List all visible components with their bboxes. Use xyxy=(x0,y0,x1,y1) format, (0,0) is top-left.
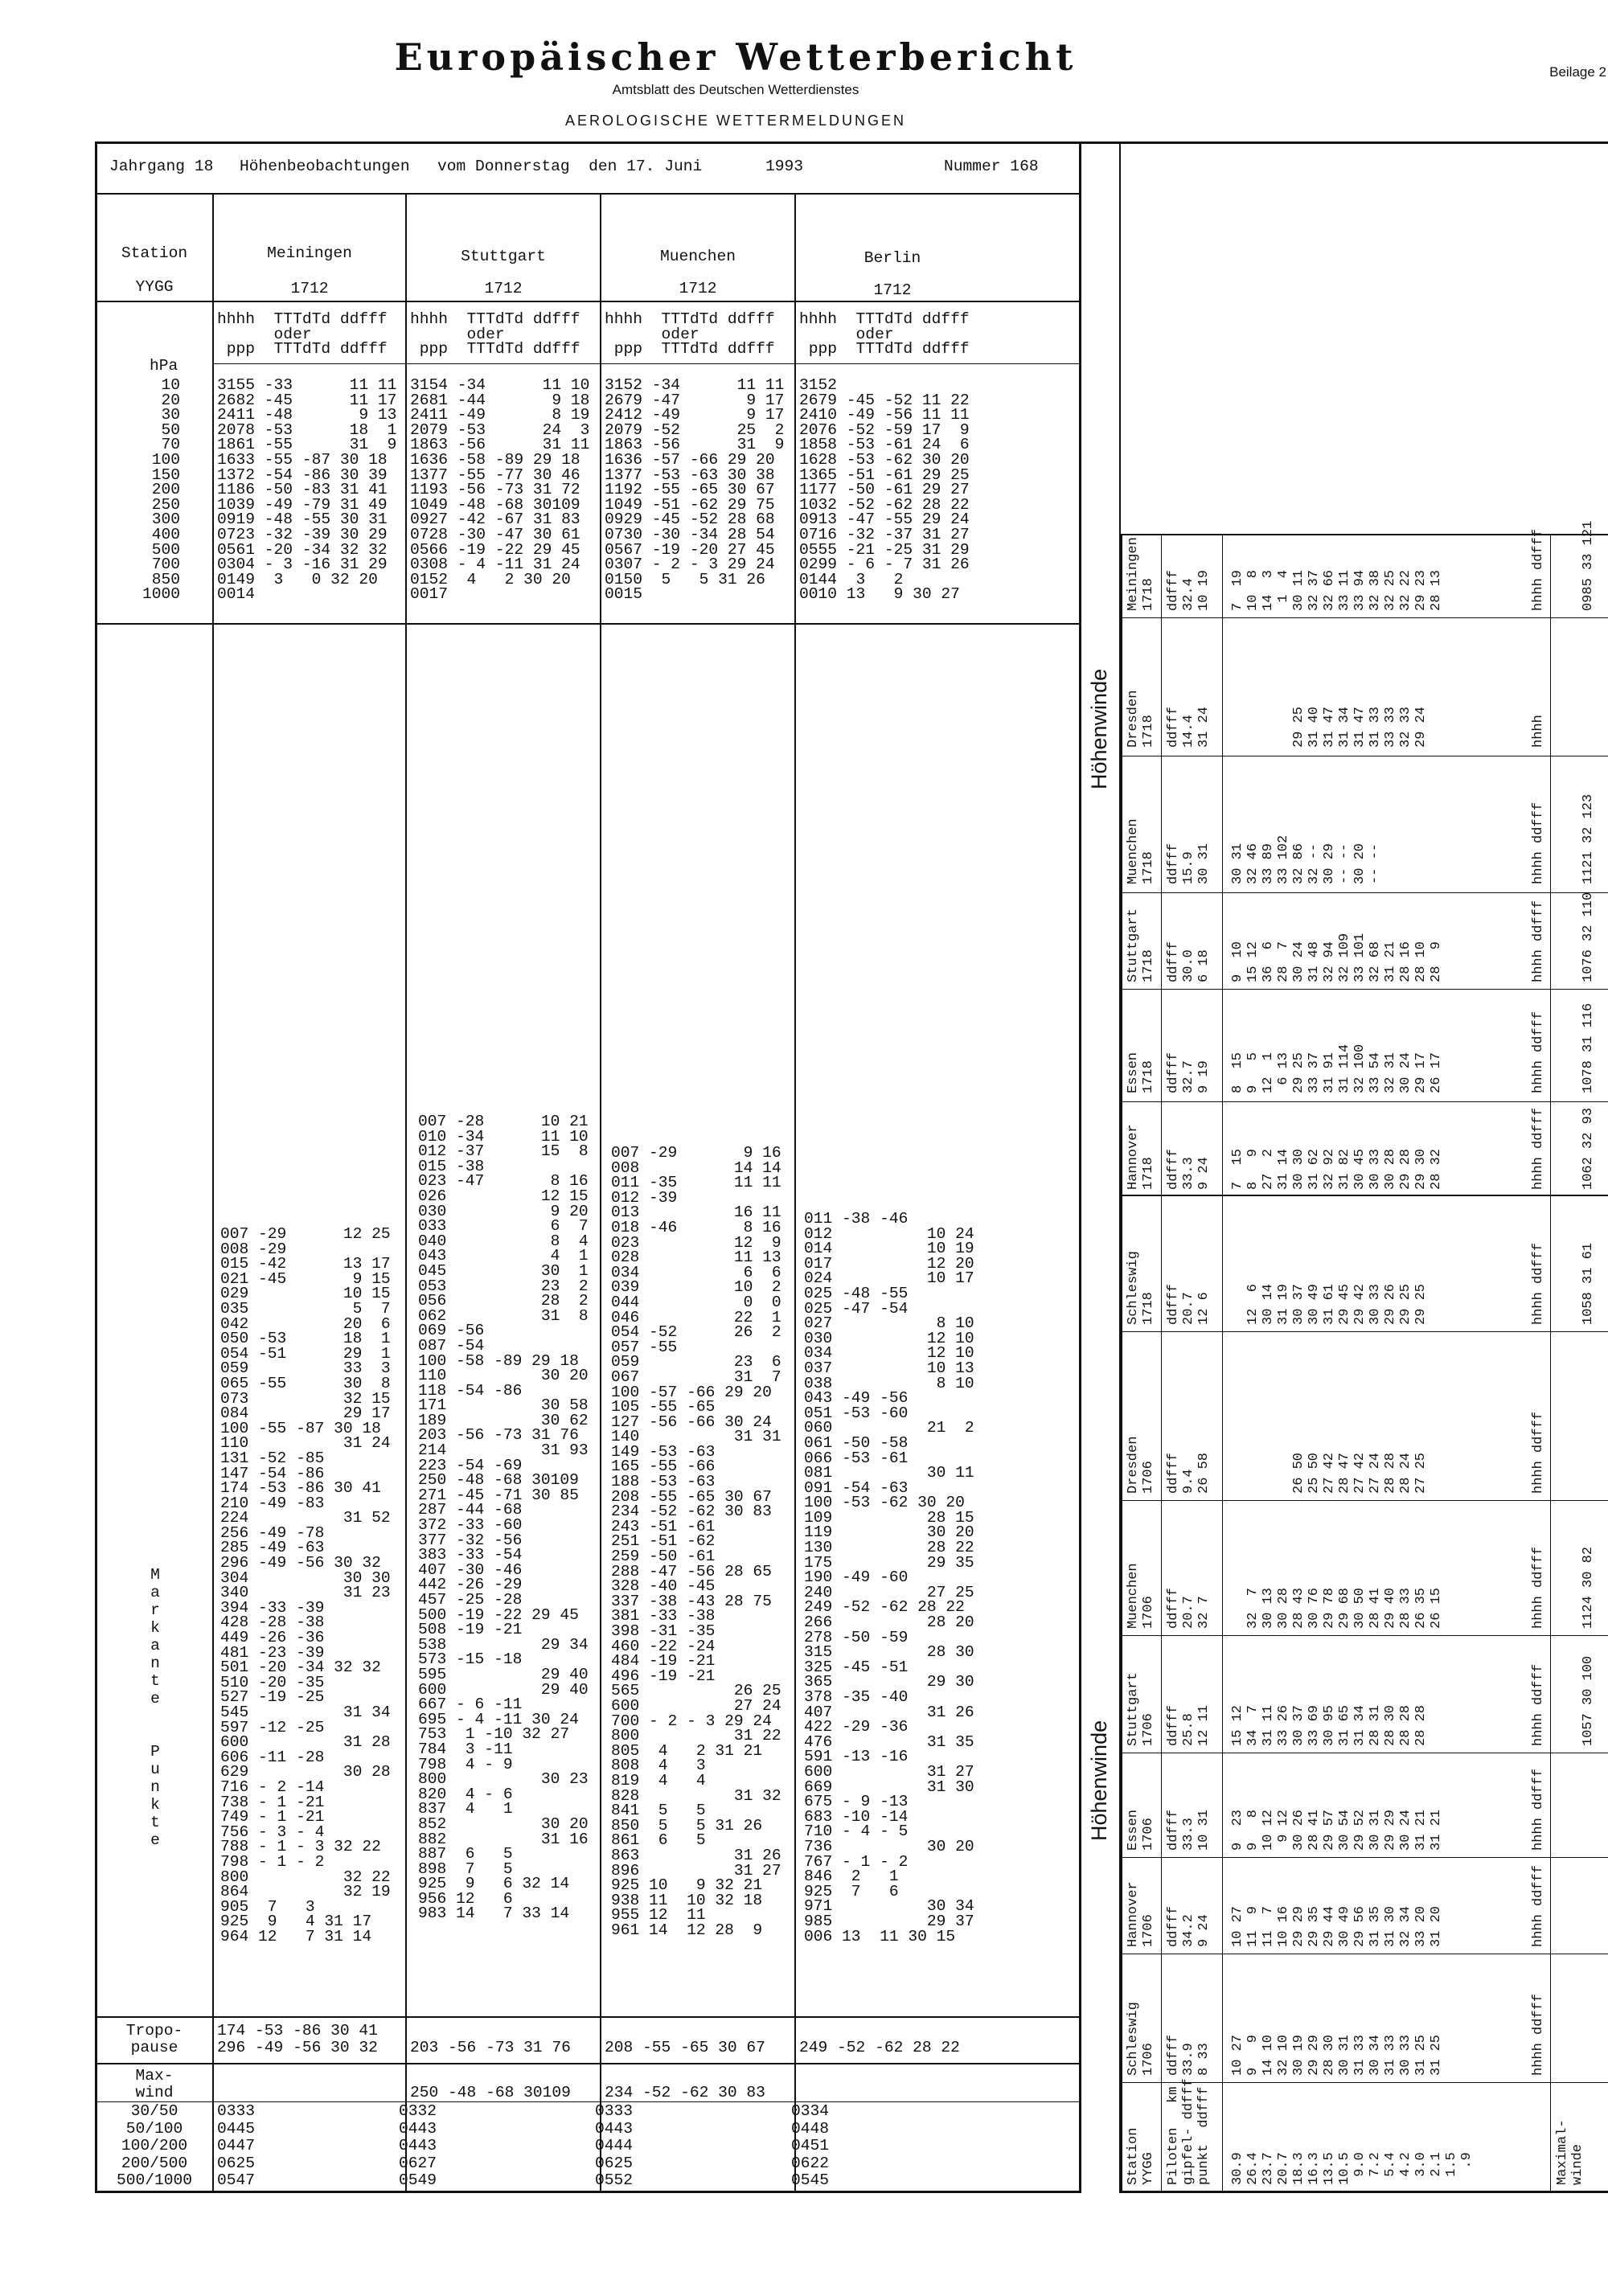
wind-station-yygg-label: Station YYGG xyxy=(1126,2127,1156,2185)
station-time-muenchen: 1712 xyxy=(679,280,717,297)
colhead-berlin: hhhh TTTdTd ddfff oder ppp TTTdTd ddfff xyxy=(799,310,970,359)
levels-stuttgart: 3154 -34 11 10 2681 -44 9 18 2411 -49 8 19 2079 -53 24 3 1863 -56 31 11 1636 -58 -89 29 18 1377 -55 -77 30 46 1193 -56 -73 31 72 1049 -48 -68 30109 0927 -42 -67 31 83 0728 -30 -47 30 61 0566 -19 -22 29 45 0308 - 4 -11 31 24 0152 4 2 30 20 0017 xyxy=(410,376,590,604)
wind-1718-schleswig-name: Schleswig 1718 xyxy=(1126,1251,1156,1325)
wind-1706-stuttgart-foot: hhhh ddfff xyxy=(1531,1663,1546,1746)
frame-left xyxy=(95,141,97,2193)
wind-1706-hannover-values: 10 27 11 9 11 7 10 16 29 29 29 35 29 44 30 49 29 56 31 35 31 30 32 34 33 20 31 20 xyxy=(1230,1905,1444,1947)
wind-1706-muenchen-head: ddfff 20.7 32 7 xyxy=(1166,1587,1212,1629)
wind-1706-hannover-head: ddfff 34.2 9 24 xyxy=(1166,1905,1212,1947)
wind-1706-muenchen-foot: hhhh ddfff xyxy=(1531,1546,1546,1629)
wind-1718-schleswig-foot: hhhh ddfff xyxy=(1531,1242,1546,1325)
wind-1706-stuttgart-max: 1057 30 100 xyxy=(1581,1655,1596,1746)
hpa-unit-label: hPa xyxy=(150,357,178,375)
wind-1718-stuttgart-head: ddfff 30.0 6 18 xyxy=(1166,941,1212,982)
wind-1718-dresden-values: 29 25 31 40 31 47 31 34 31 47 31 33 33 33 32 33 29 24 xyxy=(1291,706,1429,748)
wind-1718-stuttgart-max: 1076 32 110 xyxy=(1581,892,1596,982)
wind-1706-schleswig-foot: hhhh ddfff xyxy=(1531,1993,1546,2076)
wind-row-sep xyxy=(1121,1331,1608,1332)
wind-1718-muenchen-values: 30 31 32 46 33 89 33 102 32 86 32 -- 30 29 -- -- 30 20 -- -- xyxy=(1230,834,1383,884)
points-stuttgart: 007 -28 10 21 010 -34 11 10 012 -37 15 8 015 -38 023 -47 8 16 026 12 15 030 9 20 033 6 7 040 8 4 043 4 1 045 30 1 053 23 2 056 28 2 062 31 8 069 -56 087 -54 100 -58 -89 29 18 110 30 20 118 -54 -86 171 30 58 189 30 62 203 -56 -73 31 76 214 31 93 223 -54 -69 250 -48 -68 30109 271 -45 -71 30 85 287 -44 -68 372 -33 -60 377 -32 -56 383 -33 -54 407 -30 -46 442 -26 -29 457 -25 -28 500 -19 -22 29 45 508 -19 -21 538 29 34 573 -15 -18 595 29 40 600 29 40 667 - 6 -11 695 - 4 -11 30 24 753 1 -10 32 27 784 3 -11 798 4 - 9 800 30 23 820 4 - 6 837 4 1 852 30 20 882 31 16 887 6 5 898 7 5 925 9 6 32 14 956 12 6 983 14 7 33 14 xyxy=(418,1113,589,1923)
supplement-label: Beilage 2 xyxy=(1549,64,1606,80)
wind-1718-muenchen-foot: hhhh ddfff xyxy=(1531,802,1546,884)
wind-1718-hannover-name: Hannover 1718 xyxy=(1126,1124,1156,1190)
wind-1706-muenchen-max: 1124 30 82 xyxy=(1581,1546,1596,1629)
tropo-meiningen: 174 -53 -86 30 41 296 -49 -56 30 32 xyxy=(217,2022,378,2056)
wind-1718-dresden-name: Dresden 1718 xyxy=(1126,690,1156,748)
levels-muenchen: 3152 -34 11 11 2679 -47 9 17 2412 -49 9 17 2079 -52 25 2 1863 -56 31 9 1636 -57 -66 29 20 1377 -53 -63 30 38 1192 -55 -65 30 67 1049 -51 -62 29 75 0929 -45 -52 28 68 0730 -30 -34 28 54 0567 -19 -20 27 45 0307 - 2 - 3 29 24 0150 5 5 31 26 0015 xyxy=(605,376,785,604)
frame-top xyxy=(95,141,1608,144)
maxwind-stuttgart: 250 -48 -68 30109 xyxy=(410,2084,571,2101)
wind-1706-essen-head: ddfff 33.3 10 31 xyxy=(1166,1809,1212,1851)
frame-right-main xyxy=(1079,141,1081,2193)
wind-row-sep xyxy=(1121,892,1608,893)
points-meiningen: 007 -29 12 25 008 -29 015 -42 13 17 021 -45 9 15 029 10 15 035 5 7 042 20 6 050 -53 18 1 054 -51 29 1 059 33 3 065 -55 30 8 073 32 15 084 29 17 100 -55 -87 30 18 110 31 24 131 -52 -85 147 -54 -86 174 -53 -86 30 41 210 -49 -83 224 31 52 256 -49 -78 285 -49 -63 296 -49 -56 30 32 304 30 30 340 31 23 394 -33 -39 428 -28 -38 449 -26 -36 481 -23 -39 501 -20 -34 32 32 510 -20 -35 527 -19 -25 545 31 34 597 -12 -25 600 31 28 606 -11 -28 629 30 28 716 - 2 -14 738 - 1 -21 749 - 1 -21 756 - 3 - 4 788 - 1 - 3 32 22 798 - 1 - 2 800 32 22 864 32 19 905 7 3 925 9 4 31 17 964 12 7 31 14 xyxy=(220,1225,391,1945)
wind-1706-dresden-head: ddfff 9.4 26 58 xyxy=(1166,1452,1212,1494)
page-title: Europäischer Wetterbericht xyxy=(394,35,1077,79)
wind-1718-muenchen-name: Muenchen 1718 xyxy=(1126,818,1156,884)
wind-piloten-label: Piloten km gipfel- ddfff punkt ddfff xyxy=(1166,2078,1212,2185)
wind-1706-muenchen-name: Muenchen 1706 xyxy=(1126,1563,1156,1629)
hoehenwinde-label-top: Höhenwinde xyxy=(1087,668,1111,789)
wind-1718-essen-head: ddfff 32.7 9 19 xyxy=(1166,1052,1212,1093)
wind-1718-essen-name: Essen 1718 xyxy=(1126,1052,1156,1093)
wind-1718-stuttgart-name: Stuttgart 1718 xyxy=(1126,908,1156,982)
maxwind-muenchen: 234 -52 -62 30 83 xyxy=(605,2084,765,2101)
wind-1706-dresden-values: 26 50 25 50 27 42 28 47 27 42 27 24 28 28 28 24 27 25 xyxy=(1291,1452,1429,1494)
wind-1718-hannover-max: 1062 32 93 xyxy=(1581,1107,1596,1190)
shear-levels-label: 30/50 50/100 100/200 200/500 500/1000 xyxy=(116,2102,193,2189)
station-name-stuttgart: Stuttgart xyxy=(461,248,546,265)
winds-col-sep-b xyxy=(1222,534,1223,2193)
wind-1718-schleswig-values: 12 6 30 14 31 19 30 37 30 49 31 61 29 45 29 42 30 33 29 26 29 25 29 25 xyxy=(1245,1283,1429,1325)
wind-1706-stuttgart-head: ddfff 25.8 12 11 xyxy=(1166,1704,1212,1746)
points-muenchen: 007 -29 9 16 008 14 14 011 -35 11 11 012 -39 013 16 11 018 -46 8 16 023 12 9 028 11 13 034 6 6 039 10 2 044 0 0 046 22 1 054 -52 26 2 057 -55 059 23 6 067 31 7 100 -57 -66 29 20 105 -55 -65 127 -56 -66 30 24 140 31 31 149 -53 -63 165 -55 -66 188 -53 -63 208 -55 -65 30 67 234 -52 -62 30 83 243 -51 -61 251 -51 -62 259 -50 -61 288 -47 -56 28 65 328 -40 -45 337 -38 -43 28 75 381 -33 -38 398 -31 -35 460 -22 -24 484 -19 -21 496 -19 -21 565 26 25 600 27 24 700 - 2 - 3 29 24 800 31 22 805 4 2 31 21 808 4 3 819 4 4 828 31 32 841 5 5 850 5 5 31 26 861 6 5 863 31 26 896 31 27 925 10 9 32 21 938 11 10 32 18 955 12 11 961 14 12 28 9 xyxy=(611,1144,781,1939)
wind-row-sep xyxy=(1121,1857,1608,1858)
wind-1718-meiningen-max: 0985 33 121 xyxy=(1581,520,1596,611)
station-time-stuttgart: 1712 xyxy=(484,280,523,297)
wind-1718-hannover-values: 7 15 8 9 27 2 31 14 30 30 31 62 32 92 31 82 30 45 30 33 30 28 29 28 29 30 28 32 xyxy=(1230,1148,1444,1190)
points-berlin: 011 -38 -46 012 10 24 014 10 19 017 12 20 024 10 17 025 -48 -55 025 -47 -54 027 8 10 030 12 10 034 12 10 037 10 13 038 8 10 043 -49 -56 051 -53 -60 060 21 2 061 -50 -58 066 -53 -61 081 30 11 091 -54 -63 100 -53 -62 30 20 109 28 15 119 30 20 130 28 22 175 29 35 190 -49 -60 240 27 25 249 -52 -62 28 22 266 28 20 278 -50 -59 315 28 30 325 -45 -51 365 29 30 378 -35 -40 407 31 26 422 -29 -36 476 31 35 591 -13 -16 600 31 27 669 31 30 675 - 9 -13 683 -10 -14 710 - 4 - 5 736 30 20 767 - 1 - 2 846 2 1 925 7 6 971 30 34 985 29 37 006 13 11 30 15 xyxy=(804,1210,974,1945)
wind-maximal-label: Maximal- winde xyxy=(1555,2119,1585,2185)
wind-1718-stuttgart-values: 9 10 15 12 36 6 28 7 30 24 31 48 32 94 32 109 33 101 32 68 31 21 28 16 28 10 28 9 xyxy=(1230,933,1444,982)
wind-1706-hannover-foot: hhhh ddfff xyxy=(1531,1864,1546,1947)
wind-1718-dresden-head: ddfff 14.4 31 24 xyxy=(1166,706,1212,748)
shear-muenchen: 0333 0443 0444 0625 0552 xyxy=(595,2102,634,2189)
shear-berlin: 0334 0448 0451 0622 0545 xyxy=(791,2102,830,2189)
wind-row-sep xyxy=(1121,989,1608,990)
wind-1706-schleswig-name: Schleswig 1706 xyxy=(1126,2002,1156,2076)
info-jahrgang: Jahrgang 18 xyxy=(109,158,214,175)
wind-1718-essen-values: 8 15 9 5 12 1 6 13 29 25 33 37 31 91 31 114 32 100 33 54 32 31 30 24 29 17 26 17 xyxy=(1230,1043,1444,1093)
wind-1706-dresden-name: Dresden 1706 xyxy=(1126,1436,1156,1494)
wind-1706-essen-foot: hhhh ddfff xyxy=(1531,1768,1546,1851)
info-section: Höhenbeobachtungen xyxy=(240,158,410,175)
col-divider-1 xyxy=(212,195,214,2191)
wind-row-sep xyxy=(1121,1500,1608,1501)
section-heading: AEROLOGISCHE WETTERMELDUNGEN xyxy=(564,113,907,129)
station-label: Station xyxy=(121,244,188,262)
colhead-divider xyxy=(212,363,1081,364)
frame-bottom xyxy=(95,2191,1081,2193)
hoehenwinde-label-bottom: Höhenwinde xyxy=(1087,1720,1111,1841)
wind-1706-stuttgart-values: 15 12 34 7 31 11 33 26 30 37 33 69 30 95 31 65 31 34 28 31 28 30 28 28 28 28 xyxy=(1230,1704,1429,1746)
hpa-levels: 10 20 30 50 70 100 150 200 250 300 400 500 700 850 1000 xyxy=(142,376,180,604)
info-year: 1993 xyxy=(765,158,804,175)
wind-1718-muenchen-head: ddfff 15.9 30 31 xyxy=(1166,843,1212,884)
tropopause-label: Tropo- pause xyxy=(125,2022,183,2056)
colhead-stuttgart: hhhh TTTdTd ddfff oder ppp TTTdTd ddfff xyxy=(410,310,580,359)
col-divider-3 xyxy=(600,195,601,2191)
tropo-muenchen: 208 -55 -65 30 67 xyxy=(605,2039,765,2056)
shear-stuttgart: 0332 0443 0443 0627 0549 xyxy=(399,2102,437,2189)
wind-1718-hannover-head: ddfff 33.3 9 24 xyxy=(1166,1148,1212,1190)
wind-1706-dresden-foot: hhhh ddfff xyxy=(1531,1411,1546,1494)
wind-1718-essen-foot: hhhh ddfff xyxy=(1531,1011,1546,1093)
yygg-label: YYGG xyxy=(135,278,174,296)
wind-1706-schleswig-head: ddfff 33.9 8 33 xyxy=(1166,2034,1212,2076)
colhead-meiningen: hhhh TTTdTd ddfff oder ppp TTTdTd ddfff xyxy=(217,310,388,359)
station-time-meiningen: 1712 xyxy=(290,280,329,297)
wind-1718-meiningen-foot: hhhh ddfff xyxy=(1531,528,1546,611)
wind-1718-essen-max: 1078 31 116 xyxy=(1581,1002,1596,1093)
winds-left-col xyxy=(1121,534,1122,2193)
tropo-stuttgart: 203 -56 -73 31 76 xyxy=(410,2039,571,2056)
station-time-berlin: 1712 xyxy=(873,281,912,299)
wind-1706-essen-values: 9 23 9 8 10 12 9 12 30 26 28 41 29 57 30 54 29 52 30 31 29 29 30 24 31 21 31 21 xyxy=(1230,1809,1444,1851)
wind-1706-hannover-name: Hannover 1706 xyxy=(1126,1881,1156,1947)
wind-1706-stuttgart-name: Stuttgart 1706 xyxy=(1126,1672,1156,1746)
col-divider-4 xyxy=(794,195,796,2191)
winds-middle xyxy=(1121,1195,1608,1196)
levels-meiningen: 3155 -33 11 11 2682 -45 11 17 2411 -48 9 13 2078 -53 18 1 1861 -55 31 9 1633 -55 -87 30 18 1372 -54 -86 30 39 1186 -50 -83 31 41 1039 -49 -79 31 49 0919 -48 -55 30 31 0723 -32 -39 30 29 0561 -20 -34 32 32 0304 - 3 -16 31 29 0149 3 0 32 20 0014 xyxy=(217,376,397,604)
maxwind-divider xyxy=(95,2063,1081,2064)
station-row-divider xyxy=(95,301,1081,302)
wind-1718-meiningen-name: Meiningen 1718 xyxy=(1126,537,1156,611)
page-subtitle: Amtsblatt des Deutschen Wetterdienstes xyxy=(612,82,859,97)
wind-1718-meiningen-values: 7 19 10 8 14 3 1 4 30 11 32 37 32 66 33 11 33 94 32 38 32 25 32 22 29 23 28 13 xyxy=(1230,569,1444,611)
colhead-muenchen: hhhh TTTdTd ddfff oder ppp TTTdTd ddfff xyxy=(605,310,775,359)
wind-1718-meiningen-head: ddfff 32.4 10 19 xyxy=(1166,569,1212,611)
levels-divider xyxy=(95,623,1081,625)
info-number: Nummer 168 xyxy=(944,158,1039,175)
winds-col-sep-c xyxy=(1550,534,1551,2193)
wind-1718-schleswig-head: ddfff 20.7 12 6 xyxy=(1166,1283,1212,1325)
wind-1706-schleswig-values: 10 27 9 9 14 10 32 10 30 19 29 29 28 30 30 31 31 33 30 34 31 33 30 33 31 25 31 25 xyxy=(1230,2034,1444,2076)
tropo-divider xyxy=(95,2016,1081,2018)
markante-punkte-label: M a r k a n t e P u n k t e xyxy=(150,1566,160,1849)
info-date: vom Donnerstag den 17. Juni xyxy=(437,158,703,175)
station-name-meiningen: Meiningen xyxy=(267,244,352,262)
wind-row-sep xyxy=(1121,1635,1608,1636)
levels-berlin: 3152 2679 -45 -52 11 22 2410 -49 -56 11 11 2076 -52 -59 17 9 1858 -53 -61 24 6 1628 -53 -62 30 20 1365 -51 -61 29 25 1177 -50 -61 29 27 1032 -52 -62 28 22 0913 -47 -55 29 24 0716 -32 -37 31 27 0555 -21 -25 31 29 0299 - 6 - 7 31 26 0144 3 2 0010 13 9 30 27 xyxy=(799,376,970,604)
maxwind-label: Max- wind xyxy=(135,2067,174,2101)
wind-1718-schleswig-max: 1058 31 61 xyxy=(1581,1242,1596,1325)
wind-row-sep xyxy=(1121,1101,1608,1102)
station-name-muenchen: Muenchen xyxy=(659,248,736,265)
info-row-divider xyxy=(95,193,1081,195)
wind-1706-muenchen-values: 32 7 30 13 30 28 28 43 30 76 29 78 29 68 30 50 28 41 29 40 28 33 26 35 26 15 xyxy=(1245,1587,1444,1629)
wind-1718-stuttgart-foot: hhhh ddfff xyxy=(1531,900,1546,982)
col-divider-2 xyxy=(405,195,407,2191)
tropo-berlin: 249 -52 -62 28 22 xyxy=(799,2039,960,2056)
shear-meiningen: 0333 0445 0447 0625 0547 xyxy=(217,2102,256,2189)
wind-1718-hannover-foot: hhhh ddfff xyxy=(1531,1107,1546,1190)
wind-row-sep xyxy=(1121,617,1608,618)
wind-1718-dresden-foot: hhhh xyxy=(1531,715,1546,748)
wind-1706-essen-name: Essen 1706 xyxy=(1126,1809,1156,1851)
wind-1718-muenchen-max: 1121 32 123 xyxy=(1581,793,1596,884)
station-name-berlin: Berlin xyxy=(863,249,921,267)
wind-level-values: 30.9 26.4 23.7 20.7 18.3 16.3 13.5 10.5 9.0 7.2 5.4 4.2 3.0 2.1 1.5 .9 xyxy=(1230,2152,1475,2185)
winds-col-sep-a xyxy=(1161,534,1162,2193)
winds-bottom xyxy=(1121,2191,1608,2193)
